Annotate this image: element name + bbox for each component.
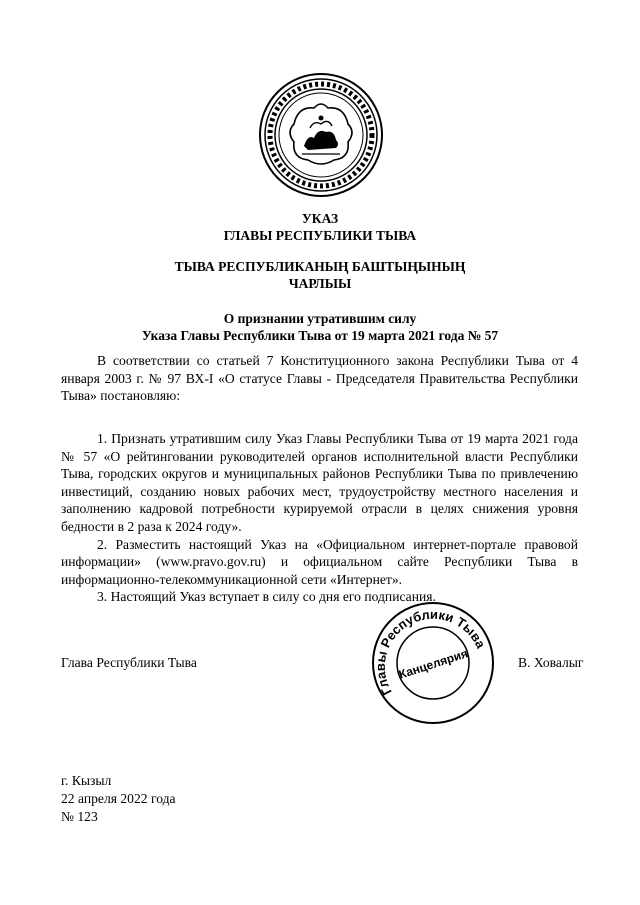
signatory-position: Глава Республики Тыва xyxy=(61,655,197,670)
decree-label: УКАЗ xyxy=(301,211,339,226)
tuvan-issuer-line1: ТЫВА РЕСПУБЛИКАНЫҢ БАШТЫҢЫНЫҢ xyxy=(174,259,466,274)
coat-of-arms-emblem xyxy=(258,72,384,198)
item-3: 3. Настоящий Указ вступает в силу со дня его подписания. xyxy=(97,589,436,605)
decree-preamble xyxy=(61,352,578,405)
document-number: № 123 xyxy=(61,809,98,824)
preamble-text: В соответствии со статьей 7 Конституционного закона Республики Тыва от 4 января 2003 г. № 97 ВХ-I «О статусе Главы - Председателя Правительства Республики Тыва» постановляю: xyxy=(61,353,578,404)
signatory-name: В. Ховалыг xyxy=(518,655,584,670)
decree-title-line1: О признании утратившим силу xyxy=(223,311,417,326)
decree-items xyxy=(61,430,578,606)
stamp-outer-text: Главы Республики Тыва xyxy=(372,606,489,698)
decree-title xyxy=(0,310,640,344)
decree-title-line2: Указа Главы Республики Тыва от 19 марта 2021 года № 57 xyxy=(141,328,499,343)
decree-issuer: ГЛАВЫ РЕСПУБЛИКИ ТЫВА xyxy=(223,228,417,243)
decree-heading xyxy=(0,210,640,244)
item-1: 1. Признать утратившим силу Указ Главы Республики Тыва от 19 марта 2021 года № 57 «О рейтинговании руководителей органов исполнительной власти Республики Тыва, городских округов и муниципальных районов Республики Тыва по привлечению инвестиций, созданию новых рабочих мест, трудоустройству местного населения и заполнению кадровой потребности курируемой отрасли в целях снижения уровня бедности в 2 раза к 2024 году». xyxy=(61,431,578,534)
document-footer xyxy=(61,772,176,826)
stamp-inner-text: Канцелярия xyxy=(397,646,470,682)
decree-heading-tuvan xyxy=(0,258,640,292)
tuvan-issuer-line2: ЧАРЛЫЫ xyxy=(288,276,352,291)
issue-date: 22 апреля 2022 года xyxy=(61,791,176,806)
item-2: 2. Разместить настоящий Указ на «Официальном интернет-портале правовой информации» (www.pravo.gov.ru) и официальном сайте Республики Тыва в информационно-телекоммуникационной сети «Интернет». xyxy=(61,536,578,587)
office-stamp xyxy=(370,600,496,726)
issue-city: г. Кызыл xyxy=(61,773,112,788)
